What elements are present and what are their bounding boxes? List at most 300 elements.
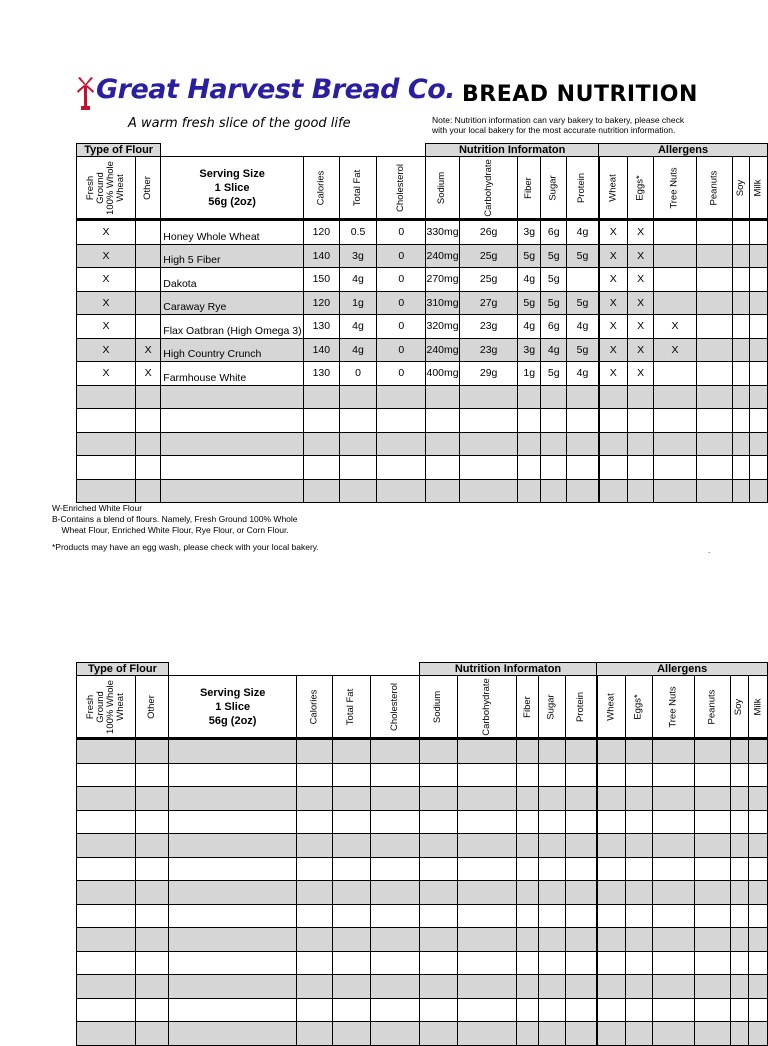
header-allergen-milk [749, 676, 768, 739]
header-total-fat [333, 676, 370, 739]
cell-other [136, 904, 169, 928]
cell-other [136, 244, 161, 268]
serving-size-line: 56g (2oz) [208, 714, 257, 727]
cell-allergen-tree-nuts [652, 928, 694, 952]
page-title: BREAD NUTRITION [462, 82, 698, 107]
cell-other [136, 220, 161, 245]
cell-carbs [458, 928, 517, 952]
cell-allergen-milk [749, 787, 768, 811]
group-type-of-flour: Type of Flour [77, 663, 169, 676]
header-carbohydrate [458, 676, 517, 739]
cell-allergen-peanuts [696, 220, 732, 245]
cell-fiber [516, 951, 539, 975]
cell-product-name: Dakota [161, 268, 304, 292]
cell-sugar: 5g [541, 291, 567, 315]
cell-carbs: 23g [459, 315, 518, 339]
cell-sodium [419, 1022, 457, 1046]
cell-allergen-eggs [628, 385, 654, 409]
cell-sugar [539, 975, 565, 999]
table-row [77, 409, 768, 433]
cell-sugar [539, 998, 565, 1022]
cell-allergen-milk [749, 928, 768, 952]
cell-calories [297, 834, 333, 858]
cell-sugar: 4g [541, 338, 567, 362]
cell-carbs: 26g [459, 220, 518, 245]
cell-other [136, 739, 169, 764]
cell-product-name [168, 857, 296, 881]
cell-whole-wheat [77, 385, 136, 409]
cell-fiber [518, 479, 541, 503]
cell-allergen-wheat: X [599, 244, 628, 268]
header-allergen-milk-label: Milk [752, 698, 764, 716]
cell-fiber [518, 456, 541, 480]
cell-calories [303, 409, 339, 433]
cell-fiber: 4g [518, 268, 541, 292]
cell-whole-wheat: X [77, 244, 136, 268]
group-nutrition: Nutrition Informaton [419, 663, 597, 676]
cell-allergen-tree-nuts [654, 385, 696, 409]
cell-allergen-tree-nuts [654, 479, 696, 503]
header-fiber [516, 676, 539, 739]
header-protein-label: Protein [576, 172, 588, 204]
cell-sugar: 5g [541, 244, 567, 268]
cell-allergen-milk [749, 1022, 768, 1046]
table-row [77, 904, 768, 928]
cell-fat [339, 432, 376, 456]
cell-allergen-milk [750, 244, 768, 268]
cell-cholesterol [370, 787, 419, 811]
header-sodium-label: Sodium [436, 171, 448, 205]
cell-fiber [516, 787, 539, 811]
cell-other [136, 810, 169, 834]
cell-other [136, 857, 169, 881]
cell-cholesterol [370, 951, 419, 975]
brand-tagline: A warm fresh slice of the good life [128, 116, 351, 131]
cell-allergen-milk [749, 834, 768, 858]
header-calories [297, 676, 333, 739]
header-allergen-soy [730, 676, 748, 739]
table-row [77, 857, 768, 881]
cell-calories [297, 857, 333, 881]
cell-allergen-tree-nuts [652, 810, 694, 834]
cell-product-name [161, 385, 304, 409]
header-allergen-wheat-label: Wheat [607, 174, 619, 202]
cell-carbs [458, 1022, 517, 1046]
cell-protein [565, 857, 597, 881]
cell-product-name [168, 834, 296, 858]
cell-sodium: 240mg [426, 244, 460, 268]
cell-allergen-tree-nuts [654, 220, 696, 245]
cell-allergen-soy [730, 739, 748, 764]
cell-fat [333, 998, 370, 1022]
cell-other: X [136, 362, 161, 386]
cell-allergen-soy [732, 338, 749, 362]
serving-size-line: 1 Slice [215, 700, 251, 713]
cell-sodium [419, 975, 457, 999]
cell-calories [297, 975, 333, 999]
cell-fiber [516, 810, 539, 834]
cell-calories: 130 [303, 362, 339, 386]
header-sugar-label: Sugar [546, 694, 558, 720]
cell-allergen-milk [750, 479, 768, 503]
cell-allergen-milk [750, 385, 768, 409]
cell-sugar [541, 479, 567, 503]
group-type-of-flour: Type of Flour [77, 144, 161, 157]
trailing-dot: . [708, 546, 711, 555]
cell-allergen-tree-nuts [652, 951, 694, 975]
cell-allergen-soy [732, 315, 749, 339]
cell-allergen-eggs [626, 881, 652, 905]
cell-protein [567, 456, 599, 480]
cell-protein: 4g [567, 315, 599, 339]
cell-allergen-wheat [599, 456, 628, 480]
cell-allergen-milk [750, 432, 768, 456]
cell-fiber [516, 834, 539, 858]
brand-logo [74, 74, 456, 134]
cell-product-name [168, 904, 296, 928]
cell-allergen-eggs [628, 432, 654, 456]
header-allergen-soy-label: Soy [734, 179, 746, 197]
cell-other [136, 479, 161, 503]
cell-allergen-wheat [597, 904, 626, 928]
cell-allergen-eggs [626, 787, 652, 811]
cell-carbs [458, 787, 517, 811]
cell-sodium [426, 385, 460, 409]
table-row [77, 881, 768, 905]
cell-product-name: High Country Crunch [161, 338, 304, 362]
cell-whole-wheat [77, 834, 136, 858]
header-allergen-tree-nuts [654, 157, 696, 220]
cell-allergen-wheat: X [599, 220, 628, 245]
cell-protein [567, 268, 599, 292]
header-allergen-tree-nuts-label: Tree Nuts [669, 167, 681, 209]
cell-sodium: 270mg [426, 268, 460, 292]
cell-allergen-wheat [597, 1022, 626, 1046]
cell-allergen-tree-nuts: X [654, 315, 696, 339]
cell-carbs [458, 951, 517, 975]
cell-sodium [419, 739, 457, 764]
cell-allergen-eggs [628, 456, 654, 480]
cell-carbs: 25g [459, 244, 518, 268]
cell-sugar: 5g [541, 268, 567, 292]
cell-calories [297, 998, 333, 1022]
cell-protein [565, 928, 597, 952]
cell-product-name [168, 998, 296, 1022]
cell-fat: 4g [339, 268, 376, 292]
cell-allergen-eggs [626, 951, 652, 975]
header-protein-label: Protein [574, 691, 586, 723]
cell-allergen-eggs [626, 975, 652, 999]
cell-whole-wheat [77, 951, 136, 975]
cell-protein: 4g [567, 220, 599, 245]
cell-allergen-milk [750, 268, 768, 292]
cell-cholesterol: 0 [377, 315, 426, 339]
cell-allergen-tree-nuts [652, 763, 694, 787]
header-allergen-peanuts-label: Peanuts [706, 689, 718, 725]
cell-calories [297, 881, 333, 905]
cell-sodium [426, 479, 460, 503]
cell-protein [565, 1022, 597, 1046]
cell-carbs [459, 432, 518, 456]
cell-sodium [426, 409, 460, 433]
cell-allergen-eggs [626, 998, 652, 1022]
brand-name: Great Harvest Bread Co. [96, 74, 456, 105]
cell-calories [297, 1022, 333, 1046]
cell-other [136, 763, 169, 787]
header-sodium-label: Sodium [432, 690, 444, 724]
cell-fiber [516, 739, 539, 764]
nutrition-grid [76, 662, 768, 1046]
cell-allergen-milk [750, 456, 768, 480]
group-spacer [168, 663, 419, 676]
cell-other [136, 409, 161, 433]
serving-size-line: 56g (2oz) [208, 195, 256, 208]
cell-allergen-soy [730, 834, 748, 858]
table-row [77, 432, 768, 456]
cell-fat: 4g [339, 338, 376, 362]
cell-sugar [541, 409, 567, 433]
cell-sodium [419, 763, 457, 787]
cell-allergen-eggs [626, 739, 652, 764]
cell-fiber [518, 409, 541, 433]
cell-calories [297, 951, 333, 975]
header-fiber-label: Fiber [521, 696, 533, 718]
cell-fiber [516, 881, 539, 905]
cell-protein [567, 479, 599, 503]
cell-carbs [459, 409, 518, 433]
cell-fat [333, 881, 370, 905]
header-protein [565, 676, 597, 739]
cell-fat: 0 [339, 362, 376, 386]
cell-fiber [516, 975, 539, 999]
cell-allergen-wheat: X [599, 338, 628, 362]
cell-fiber: 3g [518, 220, 541, 245]
header-cholesterol-label: Cholesterol [388, 682, 400, 732]
header-allergen-eggs--label: Eggs* [634, 175, 646, 201]
cell-allergen-tree-nuts [654, 432, 696, 456]
cell-protein [565, 951, 597, 975]
cell-allergen-eggs [628, 409, 654, 433]
cell-product-name [168, 787, 296, 811]
cell-allergen-tree-nuts [652, 904, 694, 928]
header-sugar [539, 676, 565, 739]
header-allergen-eggs- [626, 676, 652, 739]
cell-product-name [168, 951, 296, 975]
cell-allergen-wheat [599, 432, 628, 456]
cell-whole-wheat: X [77, 268, 136, 292]
cell-carbs [458, 810, 517, 834]
cell-sugar [541, 385, 567, 409]
cell-carbs [458, 975, 517, 999]
cell-fat [333, 928, 370, 952]
cell-sugar: 6g [541, 315, 567, 339]
cell-cholesterol [370, 928, 419, 952]
disclaimer-note: Note: Nutrition information can vary bakery to bakery, please check with your local bakery for the most accurate nutrition information. [432, 115, 685, 135]
cell-allergen-soy [732, 409, 749, 433]
cell-fat: 4g [339, 315, 376, 339]
table-row [77, 975, 768, 999]
cell-allergen-eggs [626, 904, 652, 928]
cell-allergen-wheat [597, 787, 626, 811]
header-allergen-milk-label: Milk [752, 179, 764, 197]
cell-sugar [539, 1022, 565, 1046]
footnote-b: B-Contains a blend of flours. Namely, Fresh Ground 100% Whole [52, 514, 298, 524]
cell-allergen-milk [749, 881, 768, 905]
cell-sodium [419, 928, 457, 952]
header-sodium [426, 157, 460, 220]
cell-carbs [459, 479, 518, 503]
cell-sugar [539, 857, 565, 881]
header-cholesterol [370, 676, 419, 739]
cell-sodium [426, 432, 460, 456]
cell-allergen-milk [749, 975, 768, 999]
cell-allergen-tree-nuts [652, 881, 694, 905]
cell-allergen-milk [749, 951, 768, 975]
cell-allergen-tree-nuts [652, 739, 694, 764]
cell-cholesterol [370, 763, 419, 787]
cell-carbs: 23g [459, 338, 518, 362]
cell-allergen-milk [749, 998, 768, 1022]
cell-allergen-soy [730, 763, 748, 787]
cell-allergen-eggs: X [628, 338, 654, 362]
cell-fat [333, 834, 370, 858]
cell-whole-wheat [77, 881, 136, 905]
cell-allergen-milk [749, 810, 768, 834]
cell-allergen-soy [732, 268, 749, 292]
cell-fat [339, 479, 376, 503]
cell-sodium [419, 834, 457, 858]
cell-cholesterol [370, 998, 419, 1022]
header-other-label: Other [145, 695, 157, 719]
cell-whole-wheat [77, 904, 136, 928]
cell-cholesterol [377, 456, 426, 480]
header-allergen-soy [732, 157, 749, 220]
cell-sugar [539, 834, 565, 858]
cell-calories: 120 [303, 220, 339, 245]
cell-sugar [539, 904, 565, 928]
table-row [77, 998, 768, 1022]
cell-other [136, 456, 161, 480]
cell-product-name: Caraway Rye [161, 291, 304, 315]
cell-sugar [539, 928, 565, 952]
cell-other [136, 432, 161, 456]
cell-calories [297, 810, 333, 834]
cell-protein [565, 763, 597, 787]
cell-allergen-soy [732, 244, 749, 268]
cell-allergen-eggs [626, 834, 652, 858]
cell-cholesterol [370, 834, 419, 858]
cell-calories [297, 928, 333, 952]
cell-product-name [161, 456, 304, 480]
windmill-icon [76, 76, 96, 112]
cell-allergen-peanuts [696, 362, 732, 386]
cell-fiber [516, 857, 539, 881]
cell-fat [333, 1022, 370, 1046]
cell-allergen-milk [750, 220, 768, 245]
header-other [136, 157, 161, 220]
cell-product-name: Flax Oatbran (High Omega 3) [161, 315, 304, 339]
cell-allergen-eggs [626, 928, 652, 952]
cell-allergen-eggs [626, 1022, 652, 1046]
cell-allergen-eggs [628, 479, 654, 503]
header-sodium [419, 676, 457, 739]
cell-calories [297, 739, 333, 764]
cell-fat [333, 951, 370, 975]
cell-sodium [419, 951, 457, 975]
cell-other [136, 787, 169, 811]
cell-protein [565, 975, 597, 999]
cell-allergen-soy [730, 951, 748, 975]
cell-whole-wheat [77, 928, 136, 952]
cell-cholesterol [377, 385, 426, 409]
header-allergen-wheat [599, 157, 628, 220]
cell-carbs: 27g [459, 291, 518, 315]
header-allergen-peanuts [696, 157, 732, 220]
cell-carbs [459, 456, 518, 480]
cell-other [136, 1022, 169, 1046]
header-protein [567, 157, 599, 220]
header-fresh-ground-label: Fresh Ground 100% Whole Wheat [85, 679, 126, 734]
group-nutrition: Nutrition Informaton [426, 144, 599, 157]
cell-sodium [419, 998, 457, 1022]
cell-fat [333, 857, 370, 881]
cell-allergen-milk [750, 291, 768, 315]
header-sugar [541, 157, 567, 220]
cell-product-name [168, 928, 296, 952]
cell-protein [565, 834, 597, 858]
cell-allergen-wheat [597, 739, 626, 764]
cell-protein [567, 385, 599, 409]
cell-product-name [168, 1022, 296, 1046]
table-row [77, 787, 768, 811]
cell-calories: 140 [303, 244, 339, 268]
table-row [77, 1022, 768, 1046]
cell-allergen-wheat [597, 928, 626, 952]
cell-fat [333, 975, 370, 999]
cell-allergen-peanuts [695, 904, 731, 928]
cell-protein [565, 881, 597, 905]
nutrition-table-blank [76, 662, 768, 1046]
cell-cholesterol [370, 739, 419, 764]
cell-product-name [168, 810, 296, 834]
cell-allergen-wheat [597, 857, 626, 881]
cell-protein: 4g [567, 362, 599, 386]
cell-allergen-peanuts [696, 338, 732, 362]
cell-fiber: 3g [518, 338, 541, 362]
cell-allergen-soy [730, 998, 748, 1022]
cell-allergen-milk [750, 362, 768, 386]
cell-product-name [161, 409, 304, 433]
cell-allergen-tree-nuts [652, 834, 694, 858]
cell-allergen-tree-nuts [652, 1022, 694, 1046]
table-row [77, 244, 768, 268]
table-row [77, 479, 768, 503]
cell-carbs [459, 385, 518, 409]
cell-whole-wheat [77, 998, 136, 1022]
cell-allergen-soy [732, 220, 749, 245]
cell-allergen-milk [750, 315, 768, 339]
cell-calories: 140 [303, 338, 339, 362]
cell-other [136, 928, 169, 952]
header-serving-size [161, 157, 304, 220]
cell-whole-wheat: X [77, 291, 136, 315]
cell-sugar: 6g [541, 220, 567, 245]
cell-fiber [518, 432, 541, 456]
cell-allergen-tree-nuts [654, 244, 696, 268]
table-row [77, 951, 768, 975]
cell-allergen-eggs: X [628, 268, 654, 292]
cell-fat [339, 385, 376, 409]
